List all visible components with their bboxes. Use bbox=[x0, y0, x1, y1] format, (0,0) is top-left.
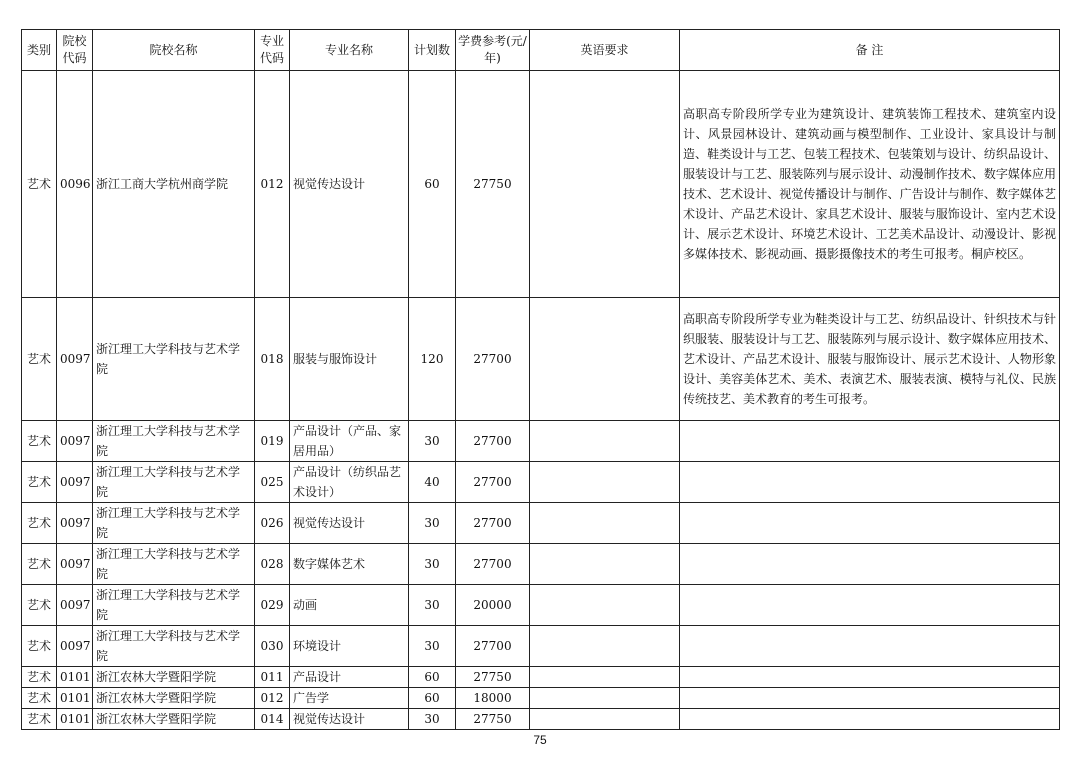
cell-major-name: 动画 bbox=[290, 585, 409, 626]
header-english: 英语要求 bbox=[530, 30, 680, 71]
cell-plan: 40 bbox=[409, 462, 456, 503]
cell-major-name: 视觉传达设计 bbox=[290, 71, 409, 298]
cell-category: 艺术 bbox=[22, 71, 57, 298]
cell-plan: 30 bbox=[409, 626, 456, 667]
cell-major-code: 012 bbox=[255, 688, 290, 709]
cell-major-code: 014 bbox=[255, 709, 290, 730]
table-row bbox=[22, 626, 1060, 667]
header-major-name: 专业名称 bbox=[290, 30, 409, 71]
cell-category: 艺术 bbox=[22, 688, 57, 709]
table-row bbox=[22, 71, 1060, 298]
cell-note bbox=[680, 421, 1060, 462]
cell-major-name: 产品设计（纺织品艺术设计） bbox=[290, 462, 409, 503]
table-row bbox=[22, 298, 1060, 421]
cell-note bbox=[680, 667, 1060, 688]
cell-major-name: 视觉传达设计 bbox=[290, 503, 409, 544]
table-row bbox=[22, 421, 1060, 462]
cell-category: 艺术 bbox=[22, 544, 57, 585]
cell-school-name: 浙江理工大学科技与艺术学院 bbox=[93, 544, 255, 585]
cell-tuition: 27700 bbox=[456, 503, 530, 544]
header-note: 备 注 bbox=[680, 30, 1060, 71]
header-tuition: 学费参考(元/年) bbox=[456, 30, 530, 71]
cell-major-name: 环境设计 bbox=[290, 626, 409, 667]
cell-major-code: 025 bbox=[255, 462, 290, 503]
cell-tuition: 20000 bbox=[456, 585, 530, 626]
cell-english bbox=[530, 688, 680, 709]
cell-note bbox=[680, 462, 1060, 503]
cell-school-code: 0097 bbox=[57, 626, 93, 667]
cell-major-code: 029 bbox=[255, 585, 290, 626]
table-row bbox=[22, 709, 1060, 730]
cell-school-code: 0097 bbox=[57, 585, 93, 626]
cell-english bbox=[530, 709, 680, 730]
cell-tuition: 18000 bbox=[456, 688, 530, 709]
cell-school-code: 0101 bbox=[57, 667, 93, 688]
table-row bbox=[22, 667, 1060, 688]
cell-tuition: 27750 bbox=[456, 667, 530, 688]
table-row bbox=[22, 503, 1060, 544]
cell-major-code: 012 bbox=[255, 71, 290, 298]
cell-school-name: 浙江理工大学科技与艺术学院 bbox=[93, 421, 255, 462]
cell-plan: 30 bbox=[409, 585, 456, 626]
header-plan: 计划数 bbox=[409, 30, 456, 71]
header-category: 类别 bbox=[22, 30, 57, 71]
cell-major-name: 产品设计 bbox=[290, 667, 409, 688]
table-row bbox=[22, 585, 1060, 626]
cell-major-name: 产品设计（产品、家居用品） bbox=[290, 421, 409, 462]
cell-note bbox=[680, 503, 1060, 544]
cell-plan: 30 bbox=[409, 421, 456, 462]
cell-note: 高职高专阶段所学专业为鞋类设计与工艺、纺织品设计、针织技术与针织服装、服装设计与工艺、服装陈列与展示设计、数字媒体应用技术、艺术设计、产品艺术设计、服装与服饰设计、展示艺术设计、人物形象设计、美容美体艺术、美术、表演艺术、服装表演、模特与礼仪、民族传统技艺、美术教育的考生可报考。 bbox=[680, 298, 1060, 421]
cell-school-code: 0096 bbox=[57, 71, 93, 298]
cell-school-name: 浙江理工大学科技与艺术学院 bbox=[93, 462, 255, 503]
cell-english bbox=[530, 626, 680, 667]
cell-tuition: 27700 bbox=[456, 544, 530, 585]
admissions-table bbox=[21, 29, 1060, 730]
cell-school-code: 0097 bbox=[57, 503, 93, 544]
cell-category: 艺术 bbox=[22, 667, 57, 688]
cell-school-code: 0097 bbox=[57, 298, 93, 421]
cell-plan: 60 bbox=[409, 71, 456, 298]
cell-category: 艺术 bbox=[22, 462, 57, 503]
cell-english bbox=[530, 421, 680, 462]
cell-category: 艺术 bbox=[22, 585, 57, 626]
cell-major-code: 026 bbox=[255, 503, 290, 544]
cell-english bbox=[530, 298, 680, 421]
cell-major-code: 028 bbox=[255, 544, 290, 585]
cell-english bbox=[530, 503, 680, 544]
cell-category: 艺术 bbox=[22, 503, 57, 544]
header-major-code: 专业代码 bbox=[255, 30, 290, 71]
header-school-name: 院校名称 bbox=[93, 30, 255, 71]
cell-school-name: 浙江理工大学科技与艺术学院 bbox=[93, 503, 255, 544]
cell-note: 高职高专阶段所学专业为建筑设计、建筑装饰工程技术、建筑室内设计、风景园林设计、建筑动画与模型制作、工业设计、家具设计与制造、鞋类设计与工艺、包装工程技术、包装策划与设计、纺织品设计、服装设计与工艺、服装陈列与展示设计、动漫制作技术、数字媒体应用技术、艺术设计、视觉传播设计与制作、广告设计与制作、数字媒体艺术设计、产品艺术设计、家具艺术设计、服装与服饰设计、室内艺术设计、展示艺术设计、环境艺术设计、工艺美术品设计、动漫设计、影视多媒体技术、影视动画、摄影摄像技术的考生可报考。桐庐校区。 bbox=[680, 71, 1060, 298]
cell-school-name: 浙江工商大学杭州商学院 bbox=[93, 71, 255, 298]
cell-tuition: 27750 bbox=[456, 71, 530, 298]
table-row bbox=[22, 544, 1060, 585]
table-header-row bbox=[22, 30, 1060, 71]
cell-school-name: 浙江理工大学科技与艺术学院 bbox=[93, 626, 255, 667]
cell-plan: 60 bbox=[409, 667, 456, 688]
cell-tuition: 27700 bbox=[456, 626, 530, 667]
cell-school-name: 浙江农林大学暨阳学院 bbox=[93, 688, 255, 709]
table-row bbox=[22, 462, 1060, 503]
cell-school-name: 浙江农林大学暨阳学院 bbox=[93, 709, 255, 730]
cell-school-name: 浙江农林大学暨阳学院 bbox=[93, 667, 255, 688]
cell-tuition: 27750 bbox=[456, 709, 530, 730]
cell-tuition: 27700 bbox=[456, 421, 530, 462]
cell-english bbox=[530, 585, 680, 626]
cell-category: 艺术 bbox=[22, 626, 57, 667]
cell-major-code: 018 bbox=[255, 298, 290, 421]
cell-school-name: 浙江理工大学科技与艺术学院 bbox=[93, 585, 255, 626]
cell-category: 艺术 bbox=[22, 298, 57, 421]
cell-plan: 120 bbox=[409, 298, 456, 421]
cell-major-code: 030 bbox=[255, 626, 290, 667]
cell-tuition: 27700 bbox=[456, 298, 530, 421]
cell-school-code: 0097 bbox=[57, 462, 93, 503]
cell-plan: 30 bbox=[409, 709, 456, 730]
cell-school-name: 浙江理工大学科技与艺术学院 bbox=[93, 298, 255, 421]
cell-note bbox=[680, 688, 1060, 709]
cell-english bbox=[530, 462, 680, 503]
cell-plan: 30 bbox=[409, 544, 456, 585]
cell-major-code: 011 bbox=[255, 667, 290, 688]
header-school-code: 院校代码 bbox=[57, 30, 93, 71]
cell-note bbox=[680, 709, 1060, 730]
cell-major-code: 019 bbox=[255, 421, 290, 462]
cell-category: 艺术 bbox=[22, 421, 57, 462]
cell-note bbox=[680, 544, 1060, 585]
cell-plan: 60 bbox=[409, 688, 456, 709]
cell-major-name: 数字媒体艺术 bbox=[290, 544, 409, 585]
cell-english bbox=[530, 544, 680, 585]
cell-school-code: 0101 bbox=[57, 688, 93, 709]
cell-tuition: 27700 bbox=[456, 462, 530, 503]
page-number: 75 bbox=[533, 733, 547, 747]
cell-school-code: 0101 bbox=[57, 709, 93, 730]
cell-category: 艺术 bbox=[22, 709, 57, 730]
cell-english bbox=[530, 71, 680, 298]
cell-school-code: 0097 bbox=[57, 421, 93, 462]
cell-major-name: 服装与服饰设计 bbox=[290, 298, 409, 421]
cell-major-name: 广告学 bbox=[290, 688, 409, 709]
cell-note bbox=[680, 626, 1060, 667]
cell-note bbox=[680, 585, 1060, 626]
cell-english bbox=[530, 667, 680, 688]
cell-school-code: 0097 bbox=[57, 544, 93, 585]
cell-major-name: 视觉传达设计 bbox=[290, 709, 409, 730]
cell-plan: 30 bbox=[409, 503, 456, 544]
table-row bbox=[22, 688, 1060, 709]
